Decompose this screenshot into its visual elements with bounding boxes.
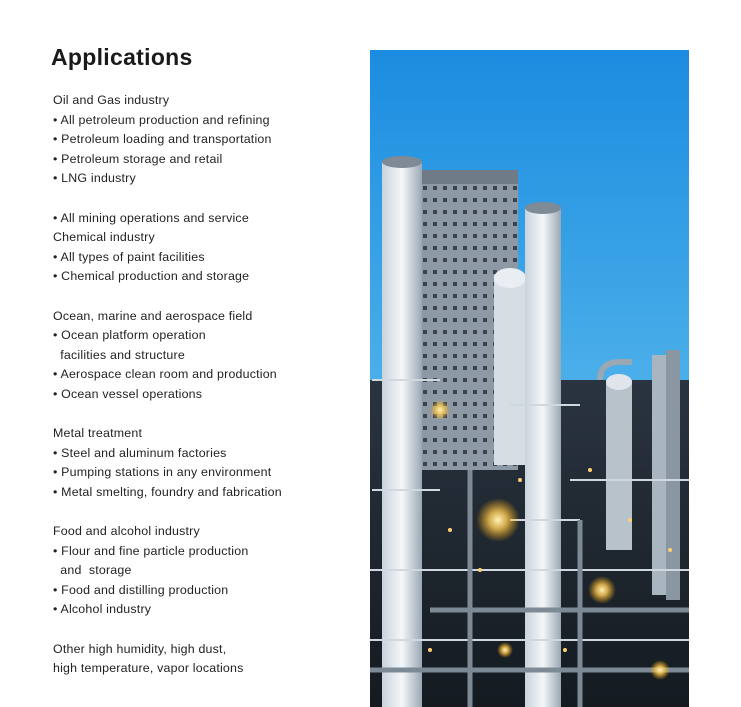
list-line: facilities and structure xyxy=(53,347,185,362)
list-line: • Petroleum storage and retail xyxy=(53,151,223,166)
list-line: Ocean, marine and aerospace field xyxy=(53,308,253,323)
group-spacer xyxy=(53,287,353,307)
group-spacer xyxy=(53,620,353,640)
list-line: • Pumping stations in any environment xyxy=(53,465,272,480)
list-line: • Ocean platform operation xyxy=(53,328,206,343)
list-line: • Ocean vessel operations xyxy=(53,386,203,401)
list-line: • Food and distilling production xyxy=(53,582,229,597)
list-line: • All types of paint facilities xyxy=(53,249,205,264)
list-line: high temperature, vapor locations xyxy=(53,661,244,676)
list-line: • All mining operations and service xyxy=(53,210,249,225)
group-spacer xyxy=(53,502,353,522)
page-title: Applications xyxy=(51,44,193,70)
list-line: Chemical industry xyxy=(53,230,155,245)
list-line: • Alcohol industry xyxy=(53,602,152,617)
list-line: and storage xyxy=(53,563,132,578)
list-line: • Metal smelting, foundry and fabrication xyxy=(53,484,282,499)
list-line: • Flour and fine particle production xyxy=(53,543,249,558)
list-line: Metal treatment xyxy=(53,426,143,441)
list-line: • Chemical production and storage xyxy=(53,269,250,284)
list-line: Oil and Gas industry xyxy=(53,93,170,107)
list-line: • Steel and aluminum factories xyxy=(53,445,227,460)
group-spacer xyxy=(53,405,353,425)
list-line: Other high humidity, high dust, xyxy=(53,641,227,656)
applications-list xyxy=(53,91,353,679)
list-line: • LNG industry xyxy=(53,171,136,186)
refinery-photo xyxy=(370,50,689,707)
refinery-illustration xyxy=(370,50,689,707)
list-line: Food and alcohol industry xyxy=(53,524,200,539)
list-line: • All petroleum production and refining xyxy=(53,112,270,127)
list-line: • Petroleum loading and transportation xyxy=(53,132,272,147)
list-line: • Aerospace clean room and production xyxy=(53,367,277,382)
group-spacer xyxy=(53,189,353,209)
